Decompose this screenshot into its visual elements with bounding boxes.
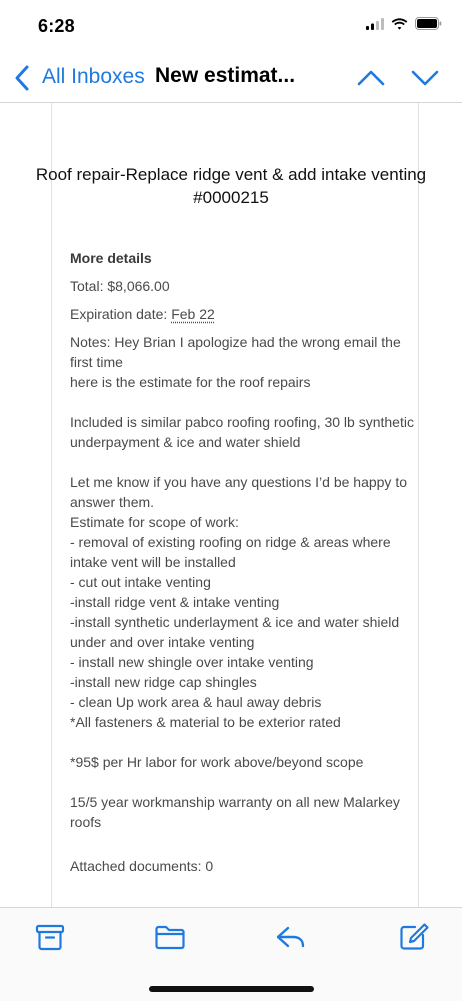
wifi-icon bbox=[391, 18, 408, 30]
status-bar bbox=[0, 0, 462, 54]
home-indicator[interactable] bbox=[149, 986, 314, 992]
details-heading: More details bbox=[70, 250, 152, 266]
folder-icon[interactable] bbox=[154, 922, 186, 952]
back-chevron-icon[interactable] bbox=[12, 64, 32, 92]
details-section bbox=[70, 248, 420, 884]
attached-documents: Attached documents: 0 bbox=[70, 858, 214, 874]
notes-text: Notes: Hey Brian I apologize had the wrong email the first time here is the estimate for the roof repairs Included is similar pabco roofing roofing, 30 lb synthetic underpayment & ice and water shield Let me know if you have any questions I’d be happy to answer them. Estimate for scope of work: - removal of existing roofing on ridge & areas where intake vent will be installed - cut out intake venting -install ridge vent & intake venting -install synthetic underlayment & ice and water shield under and over intake venting - install new shingle over intake venting -install new ridge cap shingles - clean Up work area & haul away debris *All fasteners & material to be exterior rated *95$ per Hr labor for work above/beyond scope 15/5 year workmanship warranty on all new Malarkey roofs bbox=[70, 334, 414, 830]
expiration-date-link[interactable]: Feb 22 bbox=[171, 306, 215, 322]
battery-icon bbox=[415, 17, 442, 30]
back-to-all-inboxes-button[interactable]: All Inboxes bbox=[42, 65, 145, 88]
reply-icon[interactable] bbox=[275, 922, 307, 952]
status-icons bbox=[366, 17, 442, 30]
total-value: Total: $8,066.00 bbox=[70, 278, 170, 294]
expiration-row bbox=[70, 304, 420, 324]
cellular-signal-icon bbox=[366, 18, 384, 30]
navigation-bar bbox=[0, 54, 462, 103]
status-time: 6:28 bbox=[38, 16, 75, 36]
archive-icon[interactable] bbox=[34, 922, 66, 952]
message-body bbox=[0, 103, 462, 907]
previous-message-chevron-up-icon[interactable] bbox=[356, 66, 386, 90]
message-title: Roof repair-Replace ridge vent & add intake venting #0000215 bbox=[35, 165, 427, 207]
compose-icon[interactable] bbox=[398, 922, 430, 952]
nav-title: New estimat... bbox=[155, 64, 296, 87]
expiration-label: Expiration date: bbox=[70, 306, 168, 322]
next-message-chevron-down-icon[interactable] bbox=[410, 66, 440, 90]
